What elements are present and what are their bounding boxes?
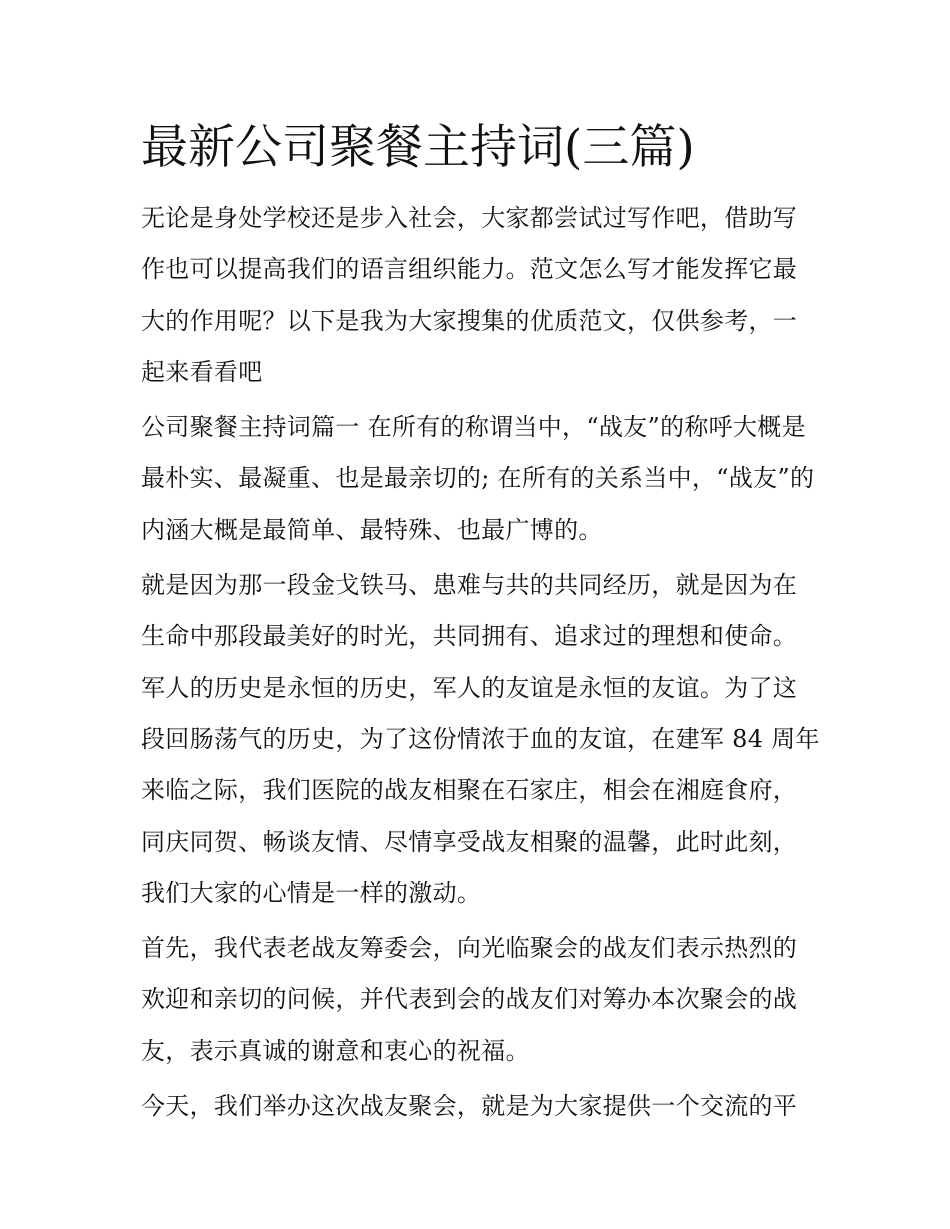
document-title: 最新公司聚餐主持词(三篇) [141,120,695,175]
paragraph-intro: 无论是身处学校还是步入社会，大家都尝试过写作吧，借助写作也可以提高我们的语言组织能力。范文怎么写才能发挥它最大的作用呢？以下是我为大家搜集的优质范文，仅供参考，一起来看看吧 [141,204,798,386]
paragraph-welcome: 首先，我代表老战友筹委会，向光临聚会的战友们表示热烈的欢迎和亲切的问候，并代表到会的战友们对筹办本次聚会的战友，表示真诚的谢意和衷心的祝福。 [141,934,798,1065]
paragraph-history: 就是因为那一段金戈铁马、患难与共的共同经历，就是因为在生命中那段最美好的时光，共同拥有、追求过的理想和使命。军人的历史是永恒的历史，军人的友谊是永恒的友谊。为了这段回肠荡气的历史，为了这份情浓于血的友谊，在建军 84 周年来临之际，我们医院的战友相聚在石家庄，相会在湘庭食府，同庆同贺、畅谈友情、尽情享受战友相聚的温馨，此时此刻，我们大家的心情是一样的激动。 [141,571,820,907]
paragraph-today: 今天，我们举办这次战友聚会，就是为大家提供一个交流的平 [141,1092,798,1121]
paragraph-speech-one-opening: 公司聚餐主持词篇一 在所有的称谓当中，“战友”的称呼大概是最朴实、最凝重、也是最亲切的; 在所有的关系当中，“战友”的内涵大概是最简单、最特殊、也最广博的。 [141,413,815,544]
document-body [141,117,821,1136]
